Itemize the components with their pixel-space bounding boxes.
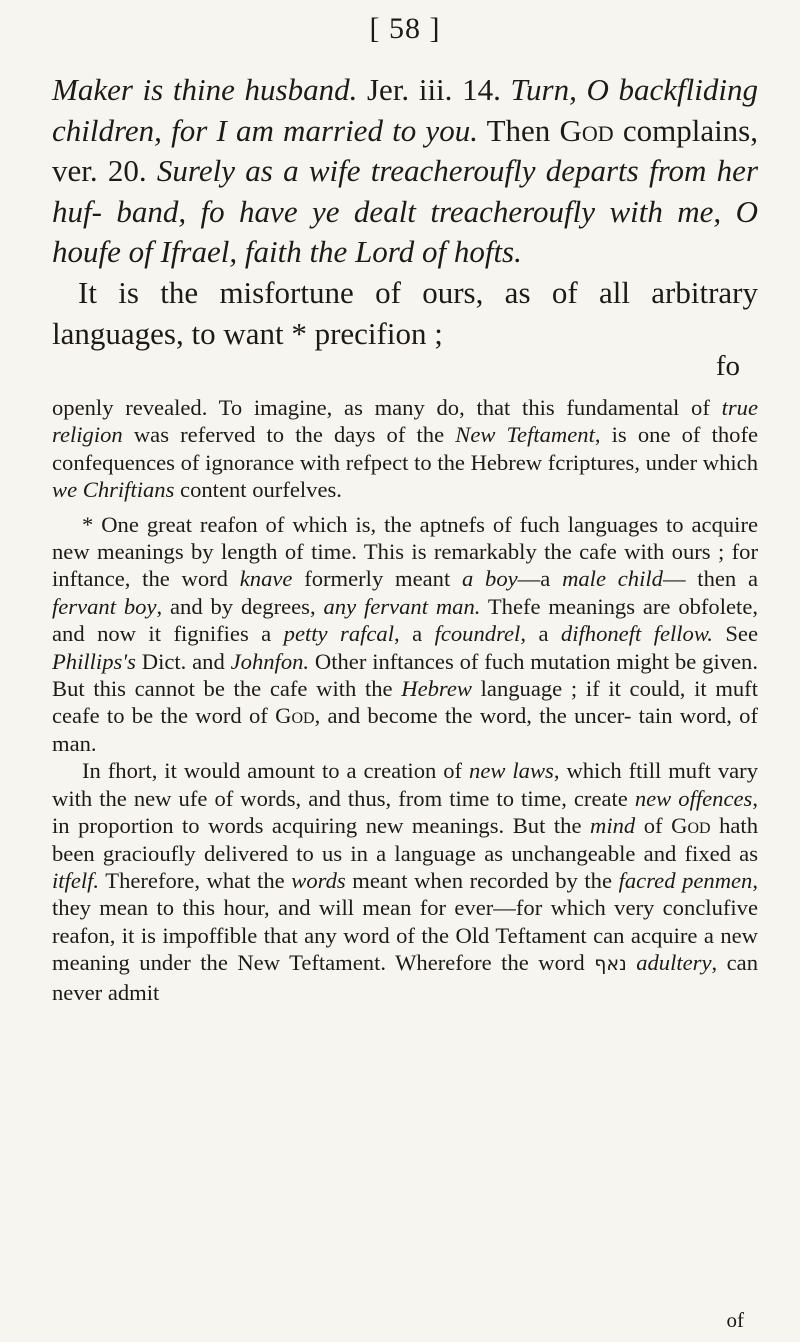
text-run: was referved to the days of the (122, 422, 456, 448)
text-run: , a (520, 621, 561, 647)
text-run: formerly meant (292, 566, 462, 592)
text-run: , a (394, 621, 435, 647)
italic-run: Maker is thine husband. (52, 72, 358, 107)
text-run: , they mean to this hour, and will mean for ever—for which very conclufive reafon, it is impoffible that any word of the Old Teftament can acquire a new meaning under the New Teftament. Wherefore the word (52, 867, 759, 976)
text-run: Dict. and (135, 648, 231, 674)
text-run: , and by degrees, (156, 593, 324, 619)
text-run: , and become the word, the uncer- tain word, of man. (52, 703, 758, 756)
catchword-bottom: of (726, 1308, 744, 1332)
text-run: language ; if it could, it muft ceafe to be the word of (52, 676, 758, 729)
italic-run: itfelf. (52, 867, 100, 893)
text-run: meant when recorded by the (345, 867, 619, 893)
italic-run: New Teftament (455, 422, 595, 448)
italic-run: words (291, 867, 346, 893)
italic-run: petty rafcal (283, 621, 394, 647)
footnotes (52, 394, 758, 1006)
italic-run: new offences (634, 785, 753, 811)
italic-run: fervant boy (52, 593, 157, 619)
text-run: , in proportion to words acquiring new meanings. But the (52, 785, 758, 839)
footnote-continuation (52, 394, 758, 504)
main-text (52, 70, 758, 354)
text-run: hath been gracioufly delivered to us in a language as unchangeable and fixed as (52, 813, 758, 866)
text-run: complains, ver. 20. (52, 112, 759, 189)
small-caps-run: God (275, 703, 315, 729)
italic-run: male child (562, 566, 663, 592)
italic-run: Johnfon. (230, 648, 310, 674)
italic-run: Turn, O backfliding children, for I am married to you. (52, 72, 758, 148)
italic-run: true religion (52, 395, 758, 448)
italic-run: Phillips's (52, 648, 136, 674)
text-run: Other inftances of fuch mutation might be given. But this cannot be the cafe with the (52, 648, 758, 702)
text-run: It is the misfortune of ours, as of all arbitrary languages, to want * precifion ; (52, 274, 758, 351)
italic-run: any fervant man. (323, 593, 481, 619)
text-run (627, 950, 637, 975)
text-run: content ourfelves. (174, 477, 342, 503)
text-run: —a (517, 566, 563, 592)
italic-run: difhoneft fellow. (560, 621, 713, 647)
text-run: , can never admit (52, 950, 758, 1005)
text-run: — then a (662, 566, 758, 592)
small-caps-run: God (559, 112, 614, 148)
text-run: Jer. iii. 14. (357, 72, 511, 107)
text-run: * One great reafon of which is, the aptnefs of fuch languages to acquire new meanings by length of time. This is remarkably the cafe with ours ; for inftance, the word (52, 511, 758, 592)
text-run: See (712, 621, 758, 647)
text-run: , which ftill muft vary with the new ufe of words, and thus, from time to time, create (52, 758, 758, 811)
catchword: fo (715, 350, 740, 382)
text-run: , is one of thofe confequences of ignorance with refpect to the Hebrew fcriptures, under which (52, 422, 759, 475)
italic-run: we Chriftians (52, 477, 175, 503)
italic-run: new laws (469, 758, 554, 784)
text-run: In fhort, it would amount to a creation of (82, 758, 470, 784)
text-run: of (635, 813, 672, 839)
italic-run: Surely as a wife treacheroufly departs from her huf- band, fo have ye dealt treacheroufly with me, O houfe of Ifrael, faith the Lord of hofts. (52, 153, 759, 270)
text-run: Thefe meanings are obfolete, and now it fignifies a (52, 593, 758, 647)
italic-run: facred penmen (618, 867, 753, 893)
hebrew-word: נאף (594, 953, 627, 976)
footnote-paragraph (52, 757, 758, 1006)
italic-run: adultery (636, 950, 712, 976)
italic-run: fcoundrel (434, 621, 521, 647)
italic-run: knave (239, 566, 293, 592)
italic-run: Hebrew (401, 676, 472, 702)
text-run: openly revealed. To imagine, as many do, that this fundamental of (52, 395, 722, 420)
page-number-header: [ 58 ] (369, 12, 441, 45)
text-run: Then (477, 112, 560, 148)
italic-run: a boy (461, 566, 518, 592)
text-run: Therefore, what the (99, 867, 292, 893)
small-caps-run: God (671, 813, 711, 839)
main-paragraph-1 (52, 70, 758, 273)
italic-run: mind (590, 813, 636, 839)
main-paragraph-2 (52, 273, 758, 354)
footnote-star (52, 511, 758, 758)
